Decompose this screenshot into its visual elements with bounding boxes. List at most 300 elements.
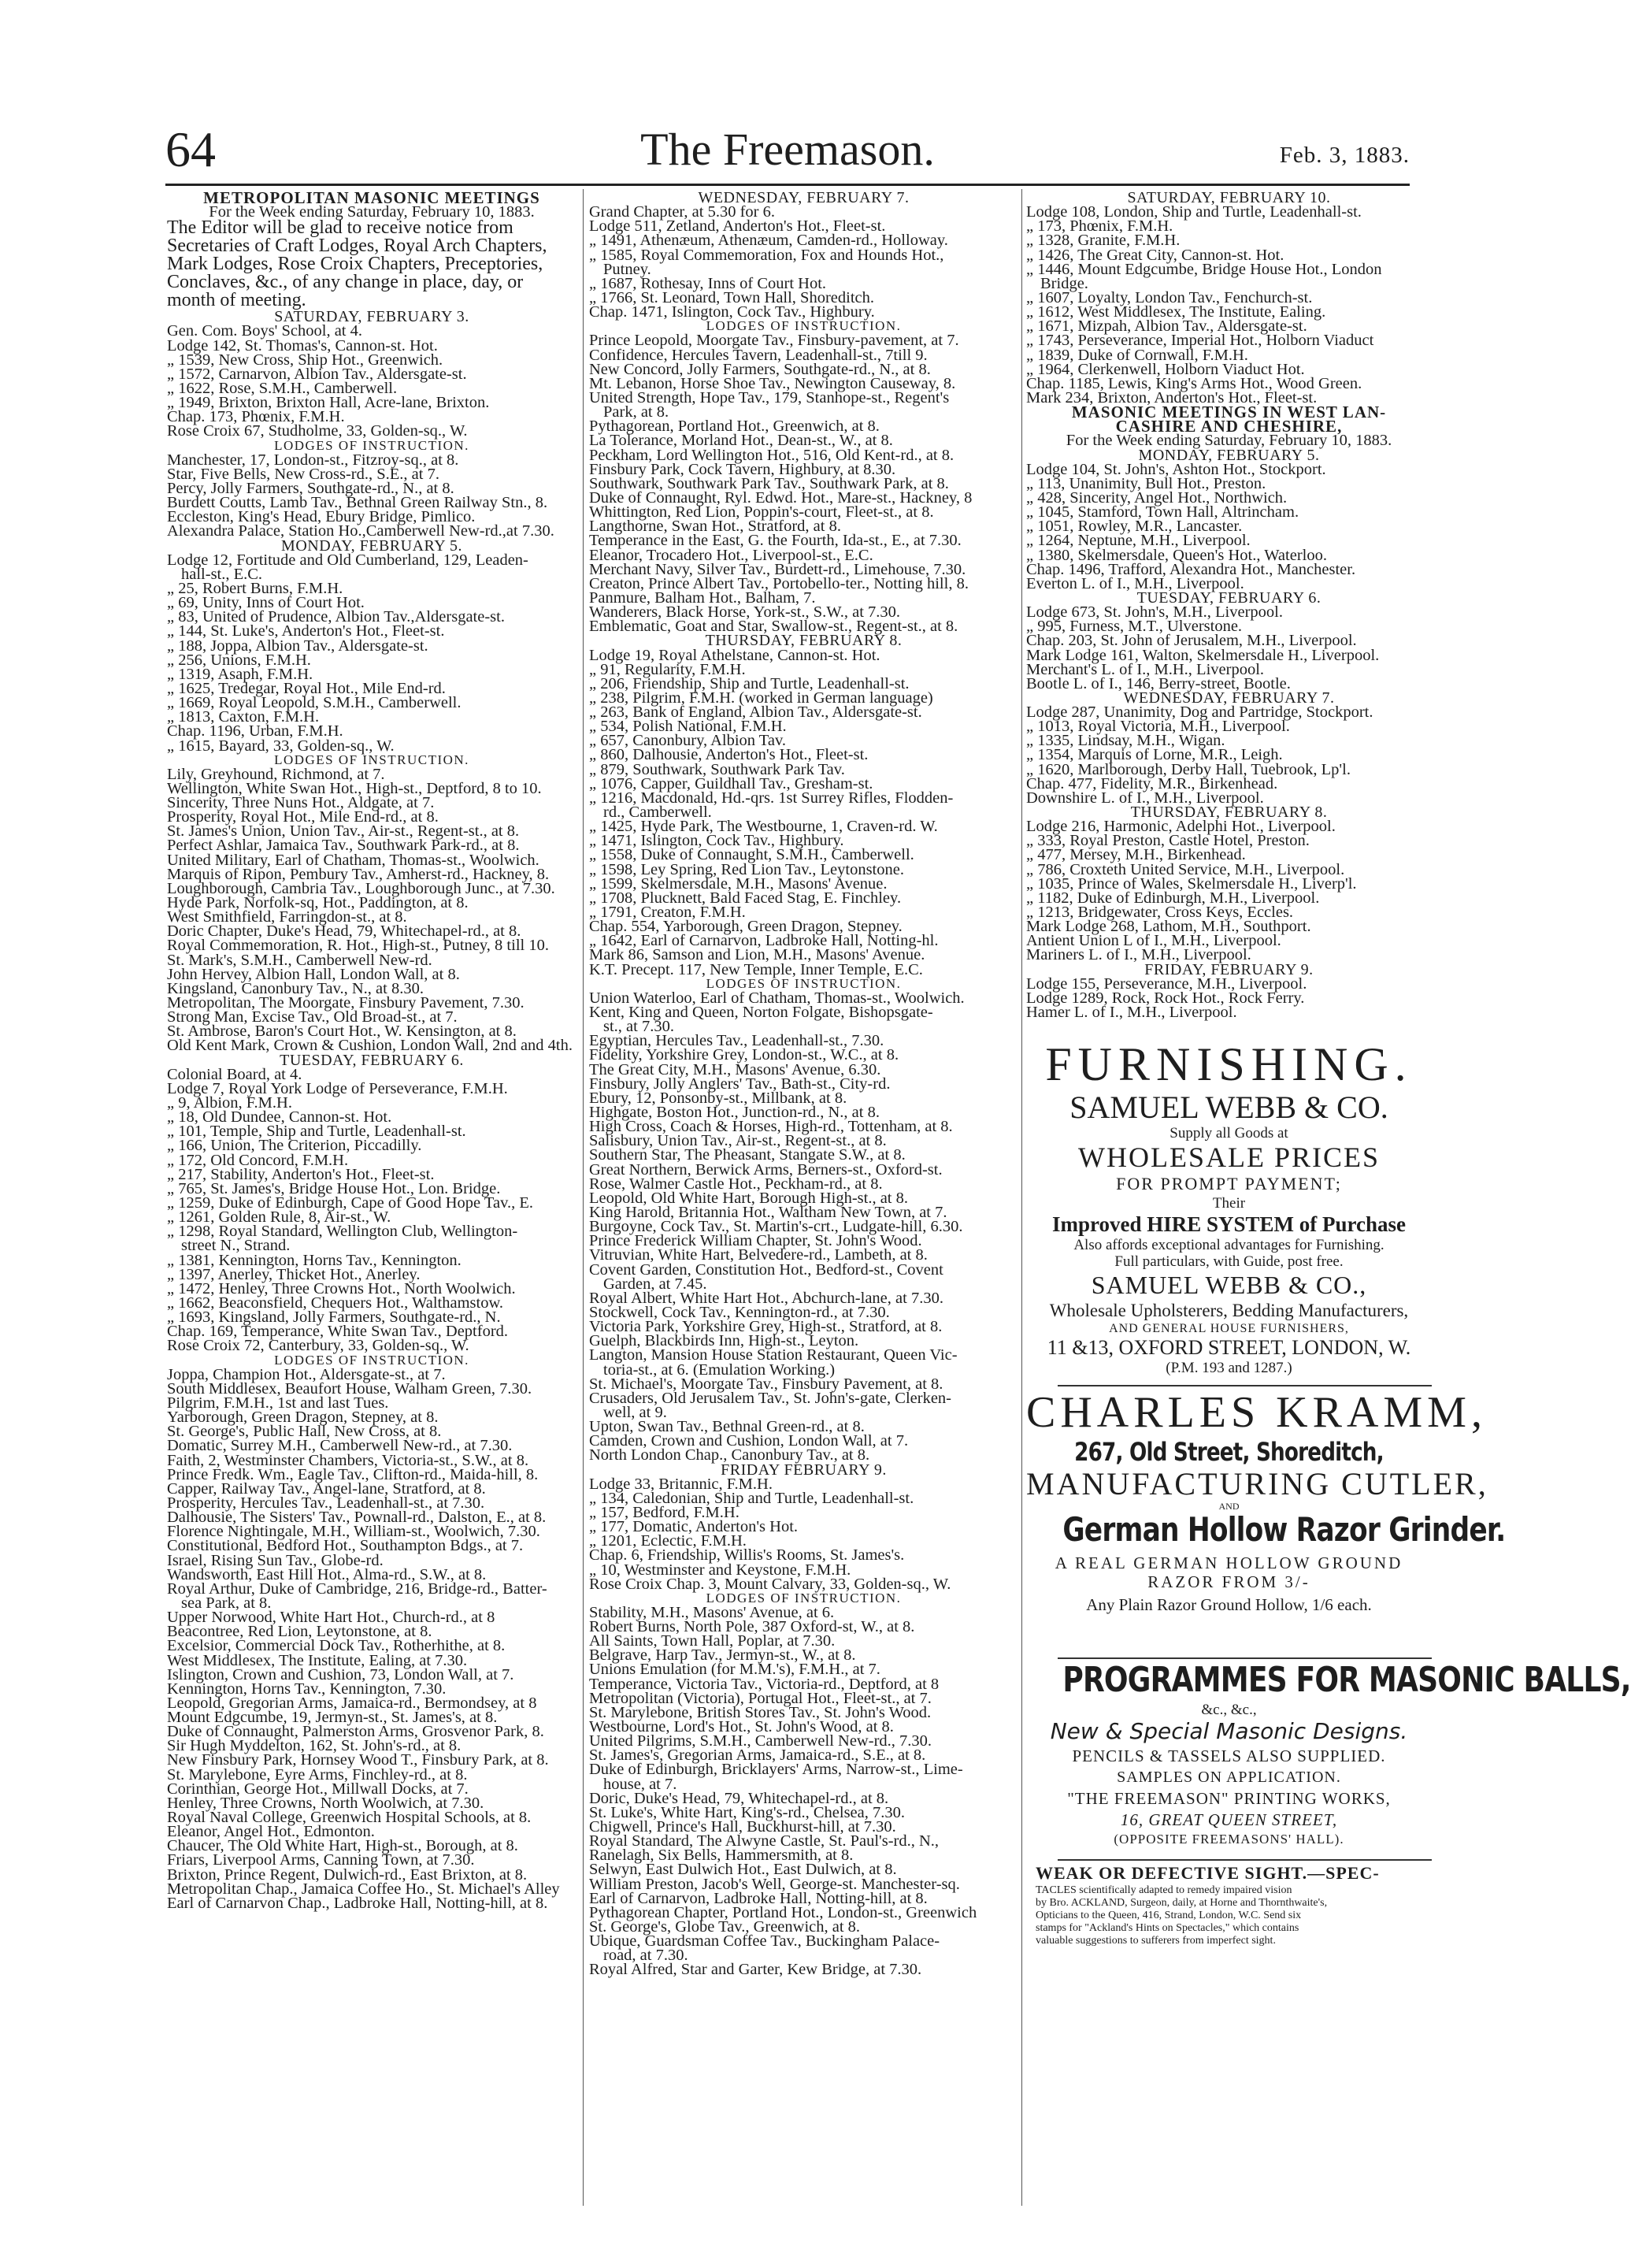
listing-line: Victoria Park, Yorkshire Grey, High-st., Stratford, at 8.: [589, 1318, 943, 1336]
listing-line: Creaton, Prince Albert Tav., Portobello-ter., Notting hill, 8.: [589, 574, 969, 592]
listing-line: Union Waterloo, Earl of Chatham, Thomas-st., Woolwich.: [589, 989, 965, 1007]
listing-line: Selwyn, East Dulwich Hot., East Dulwich, at 8.: [589, 1861, 897, 1879]
listing-line: Temperance in the East, G. the Fourth, Ida-st., E., at 7.30.: [589, 532, 962, 550]
listing-line: rd., Camberwell.: [603, 804, 712, 822]
listing-line: Chap. 203, St. John of Jerusalem, M.H., Liverpool.: [1026, 632, 1357, 650]
listing-line: Doric Chapter, Duke's Head, 79, Whitechapel-rd., at 8.: [167, 922, 521, 941]
advert-text: Improved HIRE SYSTEM of Purchase: [1051, 1212, 1407, 1236]
listing-line: West Middlesex, The Institute, Ealing, at 7.30.: [167, 1651, 468, 1669]
listing-line: „ 113, Unanimity, Bull Hot., Preston.: [1026, 474, 1266, 492]
listing-line: South Middlesex, Beaufort House, Walham Green, 7.30.: [167, 1379, 532, 1398]
listing-line: Finsbury, Jolly Anglers' Tav., Bath-st., City-rd.: [589, 1075, 891, 1093]
listing-line: „ 879, Southwark, Southwark Park Tav.: [589, 760, 845, 778]
listing-line: „ 166, Union, The Criterion, Piccadilly.: [167, 1137, 422, 1155]
listing-line: Beacontree, Red Lion, Leytonstone, at 8.: [167, 1623, 432, 1641]
listing-line: „ 1687, Rothesay, Inns of Court Hot.: [589, 274, 827, 292]
listing-line: „ 1045, Stamford, Town Hall, Altrincham.: [1026, 503, 1299, 522]
listing-line: „ 765, St. James's, Bridge House Hot., Lon. Bridge.: [167, 1179, 501, 1197]
listing-line: John Hervey, Albion Hall, London Wall, at 8.: [167, 965, 460, 983]
listing-line: St. George's, Public Hall, New Cross, at 8.: [167, 1423, 442, 1441]
listing-line: Rose Croix 72, Canterbury, 33, Golden-sq., W.: [167, 1337, 469, 1355]
listing-line: Camden, Crown and Cushion, London Wall, at 7.: [589, 1432, 909, 1450]
listing-line: WEDNESDAY, FEBRUARY 7.: [698, 189, 910, 206]
advert-samuel-webb: [1026, 1038, 1432, 1376]
listing-line: „ 1354, Marquis of Lorne, M.R., Leigh.: [1026, 746, 1283, 764]
listing-line: Rose, Walmer Castle Hot., Peckham-rd., at 8.: [589, 1175, 883, 1193]
listing-line: Upper Norwood, White Hart Hot., Church-rd., at 8: [167, 1609, 495, 1627]
listing-line: LODGES OF INSTRUCTION.: [274, 437, 469, 453]
listing-line: Star, Five Bells, New Cross-rd., S.E., at 7.: [167, 465, 439, 483]
listing-line: St. Mark's, S.M.H., Camberwell New-rd.: [167, 951, 432, 969]
advert-text: "THE FREEMASON" PRINTING WORKS,: [1067, 1789, 1391, 1808]
listing-line: St. George's, Globe Tav., Greenwich, at 8.: [589, 1918, 861, 1936]
listing-line: Metropolitan (Victoria), Portugal Hot., Fleet-st., at 7.: [589, 1689, 932, 1707]
advert-heading: FURNISHING.: [1045, 1038, 1413, 1090]
listing-line: „ 1693, Kingsland, Jolly Farmers, Southgate-rd., N.: [167, 1308, 501, 1327]
listing-line: „ 177, Domatic, Anderton's Hot.: [589, 1518, 799, 1536]
listing-line: „ 18, Old Dundee, Cannon-st. Hot.: [167, 1108, 392, 1127]
listing-line: SATURDAY, FEBRUARY 3.: [274, 308, 469, 326]
page-header: [165, 118, 1410, 181]
listing-line: „ 83, United of Prudence, Albion Tav.,Aldersgate-st.: [167, 608, 505, 626]
listing-line: METROPOLITAN MASONIC MEETINGS: [203, 188, 540, 207]
listing-line: New Finsbury Park, Hornsey Wood T., Finsbury Park, at 8.: [167, 1751, 549, 1769]
listing-line: Confidence, Hercules Tavern, Leadenhall-st., 7till 9.: [589, 346, 928, 364]
listing-line: THURSDAY, FEBRUARY 8.: [705, 632, 903, 650]
listing-line: „ 173, Phœnix, F.M.H.: [1026, 217, 1173, 236]
listing-line: „ 1625, Tredegar, Royal Hot., Mile End-rd.: [167, 679, 446, 697]
listing-line: „ 206, Friendship, Ship and Turtle, Leadenhall-st.: [589, 674, 910, 692]
advert-text: Wholesale Upholsterers, Bedding Manufacturers,: [1049, 1301, 1409, 1320]
listing-line: Ebury, 12, Ponsonby-st., Millbank, at 8.: [589, 1089, 847, 1107]
listing-line: Eleanor, Trocadero Hot., Liverpool-st., E.C.: [589, 546, 873, 564]
listing-line: Downshire L. of I., M.H., Liverpool.: [1026, 789, 1264, 807]
listing-line: William Preston, Jacob's Well, George-st. Manchester-sq.: [589, 1875, 960, 1893]
listing-line: Mark 234, Brixton, Anderton's Hot., Fleet-st.: [1026, 388, 1318, 406]
listing-line: King Harold, Britannia Hot., Waltham New Town, at 7.: [589, 1203, 947, 1221]
listing-line: Garden, at 7.45.: [603, 1275, 707, 1293]
listing-line: „ 1612, West Middlesex, The Institute, Ealing.: [1026, 303, 1326, 321]
listing-line: Lodge 155, Perseverance, M.H., Liverpool.: [1026, 974, 1307, 993]
listing-line: „ 1491, Athenæum, Athenæum, Camden-rd., Holloway.: [589, 232, 948, 250]
listing-line: Unions Emulation (for M.M.'s), F.M.H., at 7.: [589, 1661, 880, 1679]
listing-line: street N., Strand.: [181, 1237, 291, 1255]
advert-address: 267, Old Street, Shoreditch,: [1074, 1437, 1384, 1467]
advert-text: by Bro. ACKLAND, Surgeon, daily, at Horne and Thornthwaite's,: [1036, 1897, 1328, 1909]
listing-line: St. James's, Gregorian Arms, Jamaica-rd., S.E., at 8.: [589, 1746, 926, 1765]
listing-line: Lodge 19, Royal Athelstane, Cannon-st. Hot.: [589, 646, 880, 664]
listing-line: Fidelity, Yorkshire Grey, London-st., W.C., at 8.: [589, 1046, 899, 1064]
advert-text: MANUFACTURING CUTLER,: [1026, 1466, 1488, 1501]
advert-text: RAZOR FROM 3/-: [1147, 1572, 1310, 1591]
listing-line: Prince Fredk. Wm., Eagle Tav., Clifton-rd., Maida-hill, 8.: [167, 1465, 539, 1483]
listing-line: „ 101, Temple, Ship and Turtle, Leadenhall-st.: [167, 1123, 466, 1141]
listing-line: Antient Union L of I., M.H., Liverpool.: [1026, 932, 1281, 950]
listing-line: MONDAY, FEBRUARY 5.: [281, 536, 462, 555]
advert-text: WEAK OR DEFECTIVE SIGHT.—SPEC-: [1036, 1863, 1380, 1883]
listing-line: Langton, Mansion House Station Restaurant, Queen Vic-: [589, 1346, 958, 1364]
listing-line: „ 1599, Skelmersdale, M.H., Masons' Avenue.: [589, 874, 888, 893]
listing-line: Wandsworth, East Hill Hot., Alma-rd., S.W., at 8.: [167, 1565, 487, 1583]
listing-line: „ 134, Caledonian, Ship and Turtle, Leadenhall-st.: [589, 1489, 914, 1507]
advert-divider: [1058, 1859, 1432, 1861]
advert-text: Supply all Goods at: [1170, 1125, 1288, 1141]
listing-line: SATURDAY, FEBRUARY 10.: [1127, 189, 1331, 206]
listing-line: „ 91, Regularity, F.M.H.: [589, 660, 746, 678]
listing-line: Mark 86, Samson and Lion, M.H., Masons' Avenue.: [589, 946, 925, 964]
listing-line: „ 1013, Royal Victoria, M.H., Liverpool.: [1026, 718, 1290, 736]
listing-line: Park, at 8.: [603, 403, 669, 421]
listing-line: Lodge 108, London, Ship and Turtle, Leadenhall-st.: [1026, 203, 1362, 221]
advert-address: 16, GREAT QUEEN STREET,: [1120, 1810, 1338, 1829]
listing-line: „ 1949, Brixton, Brixton Hall, Acre-lane, Brixton.: [167, 394, 490, 412]
listing-line: Chigwell, Prince's Hall, Buckhurst-hill, at 7.30.: [589, 1818, 896, 1836]
listing-line: The Great City, M.H., Masons' Avenue, 6.30.: [589, 1060, 881, 1078]
listing-line: Domatic, Surrey M.H., Camberwell New-rd., at 7.30.: [167, 1437, 513, 1455]
listing-line: TUESDAY, FEBRUARY 6.: [1136, 588, 1321, 607]
listing-line: „ 69, Unity, Inns of Court Hot.: [167, 594, 365, 612]
listing-line: „ 1182, Duke of Edinburgh, M.H., Liverpool.: [1026, 889, 1320, 907]
listing-line: Duke of Connaught, Ryl. Edwd. Hot., Mare-st., Hackney, 8: [589, 488, 973, 507]
listing-line: Royal Albert, White Hart Hot., Abchurch-lane, at 7.30.: [589, 1289, 943, 1307]
listing-line: Prosperity, Royal Hot., Mile End-rd., at 8.: [167, 808, 439, 826]
listing-line: Rose Croix 67, Studholme, 33, Golden-sq., W.: [167, 422, 468, 440]
listing-line: Chap. 1496, Trafford, Alexandra Hot., Manchester.: [1026, 560, 1356, 578]
listing-line: LODGES OF INSTRUCTION.: [706, 975, 902, 991]
listing-line: Leopold, Old White Hart, Borough High-st., at 8.: [589, 1189, 909, 1207]
listing-line: Secretaries of Craft Lodges, Royal Arch Chapters,: [167, 236, 547, 257]
listing-line: Westbourne, Lord's Hot., St. John's Wood, at 8.: [589, 1718, 894, 1736]
listing-line: „ 1264, Neptune, M.H., Liverpool.: [1026, 532, 1251, 550]
listing-line: toria-st., at 6. (Emulation Working.): [603, 1360, 836, 1379]
header-rule: [165, 184, 1410, 186]
listing-line: Doric, Duke's Head, 79, Whitechapel-rd., at 8.: [589, 1789, 889, 1807]
listing-line: K.T. Precept. 117, New Temple, Inner Temple, E.C.: [589, 960, 923, 978]
listing-line: „ 1261, Golden Rule, 8, Air-st., W.: [167, 1208, 391, 1227]
listing-line: LODGES OF INSTRUCTION.: [274, 1352, 469, 1368]
listing-line: Loughborough, Cambria Tav., Loughborough Junc., at 7.30.: [167, 879, 555, 897]
listing-line: Prosperity, Hercules Tav., Leadenhall-st., at 7.30.: [167, 1494, 485, 1512]
listing-line: Chap. 6, Friendship, Willis's Rooms, St. James's.: [589, 1546, 905, 1565]
advert-text: SAMPLES ON APPLICATION.: [1117, 1769, 1341, 1786]
listing-line: Eccleston, King's Head, Ebury Bridge, Pimlico.: [167, 508, 476, 526]
listing-line: Faith, 2, Westminster Chambers, Victoria-st., S.W., at 8.: [167, 1451, 529, 1469]
listing-line: Crusaders, Old Jerusalem Tav., St. John's-gate, Clerken-: [589, 1389, 951, 1407]
listing-line: „ 1558, Duke of Connaught, S.M.H., Camberwell.: [589, 846, 914, 864]
listing-line: Finsbury Park, Cock Tavern, Highbury, at 8.30.: [589, 460, 896, 478]
listing-line: Highgate, Boston Hot., Junction-rd., N., at 8.: [589, 1104, 880, 1121]
listing-line: Strong Man, Excise Tav., Old Broad-st., at 7.: [167, 1008, 458, 1026]
listing-line: Duke of Connaught, Palmerston Arms, Grosvenor Park, 8.: [167, 1723, 544, 1741]
listing-line: „ 1051, Rowley, M.R., Lancaster.: [1026, 518, 1243, 536]
listing-line: „ 477, Mersey, M.H., Birkenhead.: [1026, 846, 1246, 864]
listing-line: Henley, Three Crowns, North Woolwich, at 7.30.: [167, 1794, 484, 1812]
listing-line: „ 1539, New Cross, Ship Hot., Greenwich.: [167, 351, 443, 369]
listing-line: Lodge 1289, Rock, Rock Hot., Rock Ferry.: [1026, 989, 1305, 1007]
advert-text: Opticians to the Queen, 416, Strand, London, W.C. Send six: [1036, 1910, 1302, 1921]
listing-line: Mark Lodge 268, Lathom, M.H., Southport.: [1026, 918, 1311, 936]
listing-line: Prince Frederick William Chapter, St. John's Wood.: [589, 1232, 922, 1250]
listing-line: „ 1425, Hyde Park, The Westbourne, 1, Craven-rd. W.: [589, 818, 938, 836]
listing-line: „ 1335, Lindsay, M.H., Wigan.: [1026, 732, 1225, 750]
listing-line: „ 188, Joppa, Albion Tav., Aldersgate-st.: [167, 637, 428, 655]
listing-line: Royal Standard, The Alwyne Castle, St. Paul's-rd., N.,: [589, 1832, 940, 1850]
listing-line: Corinthian, George Hot., Millwall Docks, at 7.: [167, 1780, 469, 1798]
listing-line: Everton L. of I., M.H., Liverpool.: [1026, 574, 1244, 592]
advert-text: New & Special Masonic Designs.: [1050, 1718, 1408, 1744]
listing-line: Merchant Navy, Silver Tav., Burdett-rd., Limehouse, 7.30.: [589, 560, 966, 578]
listing-line: Lodge 511, Zetland, Anderton's Hot., Fleet-st.: [589, 217, 886, 236]
listing-line: „ 333, Royal Preston, Castle Hotel, Preston.: [1026, 832, 1310, 850]
column-metropolitan-meetings: [167, 188, 576, 1912]
listing-line: „ 1791, Creaton, F.M.H.: [589, 904, 746, 922]
listing-line: „ 995, Furness, M.T., Ulverstone.: [1026, 618, 1243, 636]
listing-line: „ 1572, Carnarvon, Albion Tav., Aldersgate-st.: [167, 365, 467, 383]
issue-date: Feb. 3, 1883.: [1279, 143, 1410, 168]
listing-line: Wellington, White Swan Hot., High-st., Deptford, 8 to 10.: [167, 779, 542, 797]
advert-text: (OPPOSITE FREEMASONS' HALL).: [1114, 1832, 1344, 1847]
listing-line: „ 1035, Prince of Wales, Skelmersdale H., Liverp'l.: [1026, 874, 1357, 893]
listing-line: Covent Garden, Constitution Hot., Bedford-st., Covent: [589, 1260, 943, 1279]
listing-line: „ 263, Bank of England, Albion Tav., Aldersgate-st.: [589, 703, 922, 722]
listing-line: „ 10, Westminster and Keystone, F.M.H.: [589, 1561, 851, 1579]
listing-line: Kingsland, Canonbury Tav., N., at 8.30.: [167, 979, 424, 997]
listing-line: St. Michael's, Moorgate Tav., Finsbury Pavement, at 8.: [589, 1375, 943, 1393]
listing-line: „ 1446, Mount Edgcumbe, Bridge House Hot., London: [1026, 260, 1382, 278]
listing-line: Mount Edgcumbe, 19, Jermyn-st., St. James's, at 8.: [167, 1709, 498, 1727]
listing-line: WEDNESDAY, FEBRUARY 7.: [1123, 689, 1335, 707]
listing-line: „ 217, Stability, Anderton's Hot., Fleet-st.: [167, 1165, 435, 1183]
listing-line: Brixton, Prince Regent, Dulwich-rd., East Brixton, at 8.: [167, 1865, 528, 1884]
listing-line: Upton, Swan Tav., Bethnal Green-rd., at 8.: [589, 1418, 865, 1436]
listing-line: Pythagorean Chapter, Portland Hot., London-st., Greenwich: [589, 1903, 977, 1921]
listing-line: „ 1669, Royal Leopold, S.M.H., Camberwell.: [167, 694, 461, 712]
listing-line: „ 1813, Caxton, F.M.H.: [167, 708, 320, 726]
advert-text: Full particulars, with Guide, post free.: [1114, 1253, 1344, 1270]
listing-line: st., at 7.30.: [603, 1018, 674, 1036]
listing-line: Ubique, Guardsman Coffee Tav., Buckingham Palace-: [589, 1932, 940, 1951]
listing-line: „ 1076, Capper, Guildhall Tav., Gresham-st.: [589, 774, 873, 793]
listing-line: Kennington, Horns Tav., Kennington, 7.30.: [167, 1680, 447, 1698]
listing-line: Colonial Board, at 4.: [167, 1065, 302, 1083]
listing-line: Emblematic, Goat and Star, Swallow-st., Regent-st., at 8.: [589, 618, 958, 636]
listing-line: Mark Lodges, Rose Croix Chapters, Preceptories,: [167, 254, 543, 275]
listing-line: „ 1213, Bridgewater, Cross Keys, Eccles.: [1026, 904, 1294, 922]
listing-line: Southwark, Southwark Park Tav., Southwark Park, at 8.: [589, 474, 949, 492]
listing-line: West Smithfield, Farringdon-st., at 8.: [167, 908, 407, 926]
listing-line: Manchester, 17, London-st., Fitzroy-sq., at 8.: [167, 451, 459, 469]
listing-line: Southern Star, The Pheasant, Stangate S.W., at 8.: [589, 1146, 906, 1164]
listing-line: Chap. 477, Fidelity, M.R., Birkenhead.: [1026, 774, 1278, 793]
listing-line: Royal Alfred, Star and Garter, Kew Bridge, at 7.30.: [589, 1961, 922, 1979]
listing-line: High Cross, Coach & Horses, High-rd., Tottenham, at 8.: [589, 1118, 953, 1136]
listing-line: Joppa, Champion Hot., Aldersgate-st., at 7.: [167, 1365, 446, 1383]
listing-line: Constitutional, Bedford Hot., Southampton Bdgs., at 7.: [167, 1537, 524, 1555]
listing-line: Royal Commemoration, R. Hot., High-st., Putney, 8 till 10.: [167, 937, 549, 955]
firm-name: SAMUEL WEBB & CO.,: [1091, 1271, 1367, 1299]
listing-line: New Concord, Jolly Farmers, Southgate-rd., N., at 8.: [589, 360, 931, 378]
listing-line: Egyptian, Hercules Tav., Leadenhall-st., 7.30.: [589, 1032, 884, 1050]
listing-line: Florence Nightingale, M.H., William-st., Woolwich, 7.30.: [167, 1523, 540, 1541]
advert-heading: CHARLES KRAMM,: [1026, 1388, 1487, 1437]
listing-line: North London Chap., Canonbury Tav., at 8.: [589, 1446, 870, 1464]
advert-text: Any Plain Razor Ground Hollow, 1/6 each.: [1086, 1595, 1372, 1614]
advert-text: Also affords exceptional advantages for Furnishing.: [1073, 1237, 1384, 1253]
advert-spectacles: [1026, 1862, 1432, 1947]
listing-line: Chap. 554, Yarborough, Green Dragon, Stepney.: [589, 918, 903, 936]
listing-line: „ 1472, Henley, Three Crowns Hot., North Woolwich.: [167, 1279, 516, 1297]
listing-line: well, at 9.: [603, 1403, 667, 1421]
listing-line: „ 1662, Beaconsfield, Chequers Hot., Walthamstow.: [167, 1294, 504, 1312]
listing-line: „ 1328, Granite, F.M.H.: [1026, 232, 1181, 250]
advert-text: PENCILS & TASSELS ALSO SUPPLIED.: [1072, 1746, 1386, 1765]
advert-divider: [1058, 1385, 1432, 1386]
listing-line: United Strength, Hope Tav., 179, Stanhope-st., Regent's: [589, 388, 950, 406]
listing-line: „ 256, Unions, F.M.H.: [167, 651, 311, 669]
listing-line: Merchant's L. of I., M.H., Liverpool.: [1026, 660, 1265, 678]
listing-line: Yarborough, Green Dragon, Stepney, at 8.: [167, 1409, 439, 1427]
listing-line: Lodge 12, Fortitude and Old Cumberland, 129, Leaden-: [167, 551, 528, 569]
listing-line: „ 657, Canonbury, Albion Tav.: [589, 732, 787, 750]
listing-line: St. Marylebone, Eyre Arms, Finchley-rd., at 8.: [167, 1765, 468, 1784]
listing-line: Metropolitan Chap., Jamaica Coffee Ho., St. Michael's Alley: [167, 1880, 560, 1898]
listing-line: Old Kent Mark, Crown & Cushion, London Wall, 2nd and 4th.: [167, 1037, 573, 1055]
listing-line: Belgrave, Harp Tav., Jermyn-st., W., at 8.: [589, 1646, 856, 1665]
advert-text: WHOLESALE PRICES: [1078, 1141, 1380, 1173]
listing-line: „ 1642, Earl of Carnarvon, Ladbroke Hall, Notting-hl.: [589, 932, 939, 950]
listing-line: Pythagorean, Portland Hot., Greenwich, at 8.: [589, 418, 880, 436]
listing-line: „ 1766, St. Leonard, Town Hall, Shoreditch.: [589, 288, 875, 306]
listing-line: Salisbury, Union Tav., Air-st., Regent-st., at 8.: [589, 1132, 887, 1150]
listing-line: For the Week ending Saturday, February 10, 1883.: [209, 203, 535, 221]
listing-line: „ 1964, Clerkenwell, Holborn Viaduct Hot.: [1026, 360, 1305, 378]
listing-line: Royal Naval College, Greenwich Hospital Schools, at 8.: [167, 1809, 532, 1827]
advert-charles-kramm: [1026, 1388, 1506, 1618]
listing-line: St. James's Union, Union Tav., Air-st., Regent-st., at 8.: [167, 822, 520, 841]
advert-text: AND GENERAL HOUSE FURNISHERS,: [1109, 1322, 1349, 1335]
listing-line: Chap. 169, Temperance, White Swan Tav., Deptford.: [167, 1323, 509, 1341]
listing-line: Wanderers, Black Horse, York-st., S.W., at 7.30.: [589, 603, 901, 622]
listing-line: Dalhousie, The Sisters' Tav., Pownall-rd., Dalston, E., at 8.: [167, 1509, 547, 1527]
listing-line: „ 860, Dalhousie, Anderton's Hot., Fleet-st.: [589, 746, 869, 764]
listing-line: Great Northern, Berwick Arms, Berners-st., Oxford-st.: [589, 1160, 943, 1179]
masthead-title: The Freemason.: [640, 124, 935, 175]
listing-line: road, at 7.30.: [603, 1947, 688, 1965]
page-number: 64: [165, 121, 216, 177]
listing-line: Chap. 1196, Urban, F.M.H.: [167, 722, 343, 741]
listing-line: St. Ambrose, Baron's Court Hot., W. Kensington, at 8.: [167, 1023, 517, 1041]
advert-programmes: [1026, 1659, 1631, 1849]
listing-line: Vitruvian, White Hart, Belvedere-rd., Lambeth, at 8.: [589, 1246, 928, 1264]
listing-line: „ 786, Croxteth United Service, M.H., Liverpool.: [1026, 860, 1345, 878]
listing-line: Sincerity, Three Nuns Hot., Aldgate, at 7.: [167, 794, 435, 812]
listing-line: United Pilgrims, S.M.H., Camberwell New-rd., 7.30.: [589, 1732, 932, 1750]
listing-line: Lily, Greyhound, Richmond, at 7.: [167, 765, 385, 783]
listing-line: „ 172, Old Concord, F.M.H.: [167, 1151, 349, 1169]
column-wednesday-friday: [589, 191, 1018, 1977]
listing-line: THURSDAY, FEBRUARY 8.: [1130, 804, 1328, 822]
listing-line: LODGES OF INSTRUCTION.: [706, 1590, 902, 1605]
listing-line: Bootle L. of I., 146, Berry-street, Bootle.: [1026, 674, 1291, 692]
listing-line: „ 1585, Royal Commemoration, Fox and Hounds Hot.,: [589, 246, 944, 264]
listing-line: Mark Lodge 161, Walton, Skelmersdale H., Liverpool.: [1026, 646, 1380, 664]
listing-line: Panmure, Balham Hot., Balham, 7.: [589, 588, 816, 607]
listing-line: Conclaves, &c., of any change in place, day, or: [167, 272, 524, 293]
listing-line: month of meeting.: [167, 290, 306, 311]
advert-text: TACLES scientifically adapted to remedy impaired vision: [1036, 1884, 1292, 1896]
listing-line: „ 157, Bedford, F.M.H.: [589, 1503, 740, 1521]
listing-line: Earl of Carnarvon Chap., Ladbroke Hall, Notting-hill, at 8.: [167, 1894, 548, 1912]
listing-line: Hamer L. of I., M.H., Liverpool.: [1026, 1004, 1237, 1022]
listing-line: Lodge 673, St. John's, M.H., Liverpool.: [1026, 603, 1283, 622]
listing-line: Duke of Edinburgh, Bricklayers' Arms, Narrow-st., Lime-: [589, 1761, 963, 1779]
listing-line: Gen. Com. Boys' School, at 4.: [167, 322, 362, 340]
listing-line: MASONIC MEETINGS IN WEST LAN-: [1071, 403, 1387, 422]
listing-line: Excelsior, Commercial Dock Tav., Rotherhithe, at 8.: [167, 1637, 506, 1655]
listing-line: „ 1216, Macdonald, Hd.-qrs. 1st Surrey Rifles, Flodden-: [589, 789, 954, 807]
listing-line: St. Luke's, White Hart, King's-rd., Chelsea, 7.30.: [589, 1803, 906, 1821]
listing-line: Kent, King and Queen, Norton Folgate, Bishopsgate-: [589, 1004, 933, 1022]
listing-line: Chap. 1471, Islington, Cock Tav., Highbury.: [589, 303, 875, 321]
listing-line: LODGES OF INSTRUCTION.: [274, 752, 469, 767]
listing-line: „ 1743, Perseverance, Imperial Hot., Holborn Viaduct: [1026, 332, 1374, 350]
listing-line: Chap. 1185, Lewis, King's Arms Hot., Wood Green.: [1026, 374, 1362, 392]
listing-line: All Saints, Town Hall, Poplar, at 7.30.: [589, 1632, 836, 1650]
listing-line: Burdett Coutts, Lamb Tav., Bethnal Green Railway Stn., 8.: [167, 494, 548, 512]
advert-heading: PROGRAMMES FOR MASONIC BALLS,: [1062, 1660, 1631, 1700]
listing-line: „ 1381, Kennington, Horns Tav., Kennington.: [167, 1251, 461, 1269]
listing-line: „ 1839, Duke of Cornwall, F.M.H.: [1026, 346, 1248, 364]
listing-line: La Tolerance, Morland Hot., Dean-st., W., at 8.: [589, 432, 893, 450]
listing-line: Eleanor, Angel Hot., Edmonton.: [167, 1823, 375, 1841]
listing-line: Islington, Crown and Cushion, 73, London Wall, at 7.: [167, 1665, 514, 1683]
listing-line: For the Week ending Saturday, February 10, 1883.: [1066, 432, 1392, 450]
listing-line: house, at 7.: [603, 1775, 677, 1793]
listing-line: CASHIRE AND CHESHIRE,: [1115, 417, 1343, 436]
advert-text: &c., &c.,: [1201, 1702, 1257, 1718]
listing-line: Lodge 7, Royal York Lodge of Perseverance, F.M.H.: [167, 1079, 508, 1097]
listing-line: FRIDAY FEBRUARY 9.: [721, 1461, 887, 1479]
listing-line: Metropolitan, The Moorgate, Finsbury Pavement, 7.30.: [167, 994, 525, 1012]
listing-line: Alexandra Palace, Station Ho.,Camberwell New-rd.,at 7.30.: [167, 522, 554, 540]
listing-line: „ 9, Albion, F.M.H.: [167, 1094, 292, 1112]
advert-text: Their: [1212, 1195, 1246, 1212]
listing-line: Mt. Lebanon, Horse Shoe Tav., Newington Causeway, 8.: [589, 374, 956, 392]
listing-line: hall-st., E.C.: [181, 565, 263, 583]
listing-line: Percy, Jolly Farmers, Southgate-rd., N., at 8.: [167, 479, 454, 497]
listing-line: Sir Hugh Myddelton, 162, St. John's-rd., at 8.: [167, 1737, 461, 1755]
listing-line: Lodge 287, Unanimity, Dog and Partridge, Stockport.: [1026, 703, 1373, 722]
listing-line: „ 1380, Skelmersdale, Queen's Hot., Waterloo.: [1026, 546, 1327, 564]
listing-line: „ 238, Pilgrim, F.M.H. (worked in German language): [589, 689, 933, 707]
listing-line: Peckham, Lord Wellington Hot., 516, Old Kent-rd., at 8.: [589, 446, 955, 464]
column-divider: [1021, 189, 1022, 2206]
listing-line: Lodge 216, Harmonic, Adelphi Hot., Liverpool.: [1026, 818, 1336, 836]
listing-line: Lodge 33, Britannic, F.M.H.: [589, 1475, 773, 1493]
listing-line: MONDAY, FEBRUARY 5.: [1138, 446, 1320, 464]
listing-line: „ 1298, Royal Standard, Wellington Club, Wellington-: [167, 1223, 518, 1241]
listing-line: Perfect Ashlar, Jamaica Tav., Southwark Park-rd., at 8.: [167, 837, 520, 855]
listing-line: „ 1319, Asaph, F.M.H.: [167, 665, 313, 683]
column-divider: [583, 189, 584, 2206]
advert-text: AND: [1218, 1501, 1240, 1512]
listing-line: Grand Chapter, at 5.30 for 6.: [589, 203, 776, 221]
listing-line: Rose Croix Chap. 3, Mount Calvary, 33, Golden-sq., W.: [589, 1575, 951, 1593]
firm-name: SAMUEL WEBB & CO.: [1069, 1089, 1388, 1125]
listing-line: Marquis of Ripon, Pembury Tav., Amherst-rd., Hackney, 8.: [167, 865, 550, 883]
advert-text: A REAL GERMAN HOLLOW GROUND: [1055, 1553, 1403, 1572]
listing-line: Prince Leopold, Moorgate Tav., Finsbury-pavement, at 7.: [589, 332, 959, 350]
